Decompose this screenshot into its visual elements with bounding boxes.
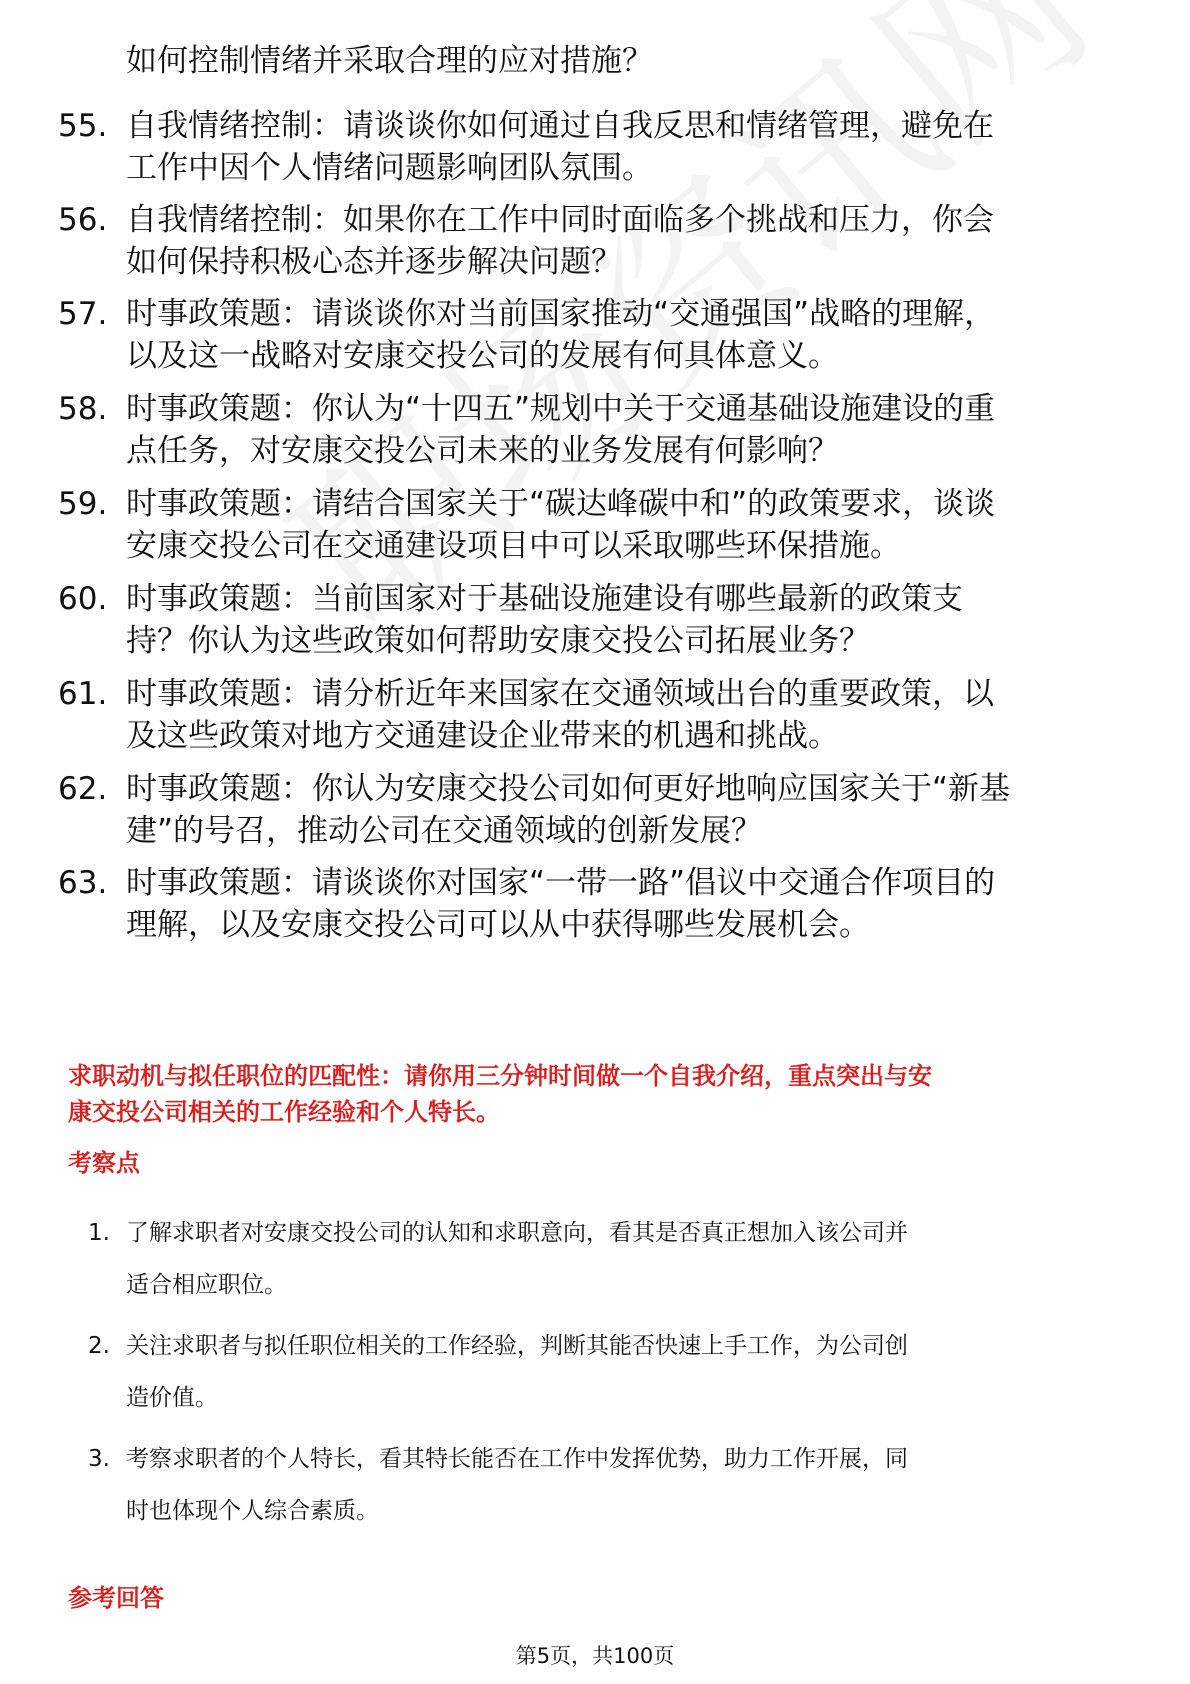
point-number: 3. [88,1446,110,1472]
point-text: 造价值。 [126,1385,218,1411]
point-text: 考察求职者的个人特长，看其特长能否在工作中发挥优势，助力工作开展，同 [126,1446,908,1472]
question-text: 理解，以及安康交投公司可以从中获得哪些发展机会。 [126,907,870,943]
assessment-heading: 考察点 [68,1149,140,1177]
question-number: 58. [58,391,108,427]
question-number: 63. [58,865,108,901]
question-text: 时事政策题：你认为安康交投公司如何更好地响应国家关于“新基 [126,771,1011,807]
question-text: 如何保持积极心态并逐步解决问题？ [126,244,622,280]
question-text: 时事政策题：请结合国家关于“碳达峰碳中和”的政策要求，谈谈 [126,486,996,522]
point-text: 了解求职者对安康交投公司的认知和求职意向，看其是否真正想加入该公司并 [126,1220,908,1246]
point-number: 2. [88,1333,110,1359]
question-text: 时事政策题：当前国家对于基础设施建设有哪些最新的政策支 [126,581,963,617]
question-number: 62. [58,771,108,807]
question-text: 自我情绪控制：请谈谈你如何通过自我反思和情绪管理，避免在 [126,108,994,144]
point-text: 适合相应职位。 [126,1272,287,1298]
question-number: 57. [58,296,108,332]
question-text: 时事政策题：请谈谈你对当前国家推动“交通强国”战略的理解， [126,296,996,332]
question-text: 安康交投公司在交通建设项目中可以采取哪些环保措施。 [126,528,901,564]
reference-answer-heading: 参考回答 [68,1584,164,1612]
point-text: 时也体现个人综合素质。 [126,1498,379,1524]
question-text: 自我情绪控制：如果你在工作中同时面临多个挑战和压力，你会 [126,202,994,238]
motivation-question [68,1058,1148,1130]
page-footer: 第5页，共100页 [515,1644,675,1668]
question-number: 60. [58,581,108,617]
question-text: 及这些政策对地方交通建设企业带来的机遇和挑战。 [126,718,839,754]
question-text: 点任务，对安康交投公司未来的业务发展有何影响？ [126,433,839,469]
intro-text: 如何控制情绪并采取合理的应对措施？ [126,43,653,79]
question-text: 时事政策题：请谈谈你对国家“一带一路”倡议中交通合作项目的 [126,865,996,901]
question-text: 时事政策题：请分析近年来国家在交通领域出台的重要政策，以 [126,676,994,712]
motivation-text: 求职动机与拟任职位的匹配性：请你用三分钟时间做一个自我介绍，重点突出与安 [68,1062,932,1090]
question-text: 建”的号召，推动公司在交通领域的创新发展？ [126,813,763,849]
motivation-text: 康交投公司相关的工作经验和个人特长。 [68,1098,500,1126]
question-text: 持？你认为这些政策如何帮助安康交投公司拓展业务？ [126,623,870,659]
question-number: 56. [58,202,108,238]
question-number: 55. [58,108,108,144]
point-number: 1. [88,1220,110,1246]
point-text: 关注求职者与拟任职位相关的工作经验，判断其能否快速上手工作，为公司创 [126,1333,908,1359]
question-text: 时事政策题：你认为“十四五”规划中关于交通基础设施建设的重 [126,391,996,427]
question-text: 以及这一战略对安康交投公司的发展有何具体意义。 [126,338,839,374]
question-number: 59. [58,486,108,522]
question-number: 61. [58,676,108,712]
question-text: 工作中因个人情绪问题影响团队氛围。 [126,150,653,186]
